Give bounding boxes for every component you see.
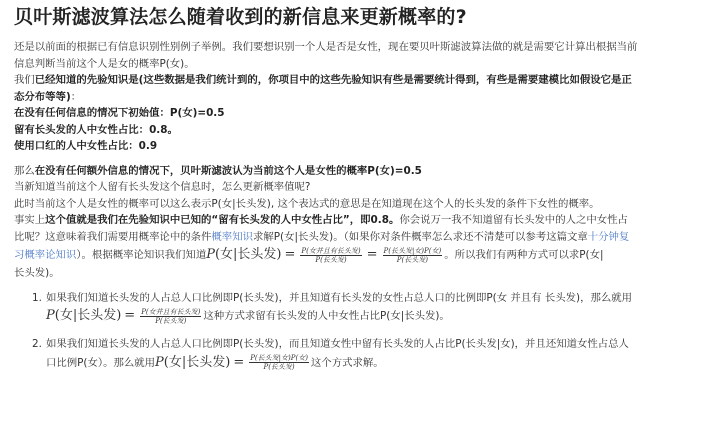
section2-line-4 bbox=[14, 212, 714, 229]
prior-suffix: ： bbox=[70, 90, 82, 103]
line5-prefix: 比呢？这意味着我们需要用概率论中的条件 bbox=[14, 230, 212, 243]
formula-method1-fraction: $\frac{\text{P(女并且有长头发)}}{\text{P(长头发)}}$ bbox=[141, 307, 201, 325]
formula-main-eq-2: = bbox=[366, 247, 378, 262]
prior-bold-2: 态分布等等) bbox=[14, 90, 71, 103]
line6-tail: 。所以我们有两种方式可以求P(女| bbox=[444, 249, 604, 261]
list-marker: 1. bbox=[32, 291, 42, 304]
method1-line-2 bbox=[46, 306, 632, 326]
formula-main-fraction-2: $\frac{\text{P(长头发|女)P(女)}}{\text{P(长头发)}}$ bbox=[383, 246, 442, 264]
formula-method2-eq: = bbox=[233, 354, 245, 370]
fact-lipstick-ratio: 使用口红的人中女性占比：0.9 bbox=[14, 140, 158, 152]
section2-line-6 bbox=[14, 245, 714, 265]
formula-method2: P(女|长头发) bbox=[155, 354, 231, 370]
method2-suffix: 这个方式求解。 bbox=[310, 356, 384, 369]
list-item bbox=[32, 336, 714, 373]
line6-mid: ）。根据概率论知识我们知道 bbox=[76, 249, 207, 261]
method-list bbox=[14, 290, 714, 373]
fact-initial-value: 在没有任何信息的情况下初始值：P(女)=0.5 bbox=[14, 107, 225, 119]
line5-suffix: 求解P(女|长头发)。（如果你对条件概率怎么求还不清楚可以参考这篇文章 bbox=[252, 230, 588, 243]
prior-knowledge-line-2 bbox=[14, 89, 714, 106]
article-title: 贝叶斯滤波算法怎么随着收到的新信息来更新概率的? bbox=[14, 6, 467, 28]
section2-line-7: 长头发)。 bbox=[14, 267, 60, 279]
fact-long-hair-ratio: 留有长头发的人中女性占比：0.8。 bbox=[14, 123, 178, 136]
section2-line-3: 此时当前这个人是女性的概率可以这么表示P(女|长头发), 这个表达式的意思是在知道现在这个人的长头发的条件下女性的概率。 bbox=[14, 197, 600, 210]
intro-line-1: 还是以前面的根据已有信息识别性别例子举例。我们要想识别一个人是否是女性，现在要贝叶斯滤波算法做的就是需要它计算出根据当前 bbox=[14, 41, 638, 53]
formula-method2-fraction: $\frac{\text{P(长头发|女)P(女)}}{\text{P(长头发)}}$ bbox=[250, 354, 308, 371]
prior-knowledge-line-1 bbox=[14, 72, 714, 89]
formula-main-fraction-1: $\frac{\text{P(女并且有长头发)}}{\text{P(长头发)}}$ bbox=[301, 246, 361, 264]
formula-main: P(女|长头发) bbox=[206, 247, 282, 262]
method2-line-1: 如果我们知道长头发的人占总人口比例即P(长头发)，而且知道女性中留有长头发的人占比P(长头发|女)，并且还知道女性占总人 bbox=[46, 338, 629, 350]
review-article-link-part-1[interactable]: 十分钟复 bbox=[587, 230, 630, 243]
section2-line-2: 当新知道当前这个人留有长头发这个信息时，怎么更新概率值呢? bbox=[14, 181, 311, 193]
list-marker: 2. bbox=[32, 338, 42, 350]
line4-bold: 这个值就是我们在先验知识中已知的“留有长头发的人中女性占比”，即0.8。 bbox=[45, 214, 400, 226]
method2-prefix: 口比例P(女）。那么就用 bbox=[46, 356, 156, 369]
prior-bold-1: 已经知道的先验知识是(这些数据是我们统计到的，你项目中的这些先验知识有些是需要统计得到，有些是需要建模比如假设它是正 bbox=[34, 74, 632, 86]
method1-suffix: 这种方式求留有长头发的人中女性占比P(女|长头发)。 bbox=[203, 310, 450, 322]
formula-method1-eq: = bbox=[124, 308, 136, 323]
line4-suffix: 你会说万一我不知道留有长头发中的人之中女性占 bbox=[399, 214, 628, 226]
formula-method1: P(女|长头发) bbox=[46, 308, 122, 323]
intro-line-2: 信息判断当前这个人是女的概率P(女)。 bbox=[14, 57, 195, 70]
list-item bbox=[32, 290, 714, 327]
section2-prefix: 那么 bbox=[14, 164, 35, 177]
prior-prefix: 我们 bbox=[14, 74, 35, 86]
review-article-link-part-2[interactable]: 习概率论知识 bbox=[14, 249, 77, 261]
probability-knowledge-link[interactable]: 概率知识 bbox=[211, 230, 253, 243]
section2-bold: 在没有任何额外信息的情况下，贝叶斯滤波认为当前这个人是女性的概率P(女)=0.5 bbox=[34, 164, 422, 177]
method1-line-1: 如果我们知道长头发的人占总人口比例即P(长头发)，并且知道有长头发的女性占总人口的比例即P(女 并且有 长头发)，那么就用 bbox=[46, 291, 633, 304]
method2-line-2 bbox=[46, 353, 629, 373]
formula-main-eq-1: = bbox=[284, 247, 296, 262]
line4-prefix: 事实上 bbox=[14, 214, 46, 226]
section2-line-5 bbox=[14, 229, 714, 246]
section2-line-1 bbox=[14, 163, 714, 180]
